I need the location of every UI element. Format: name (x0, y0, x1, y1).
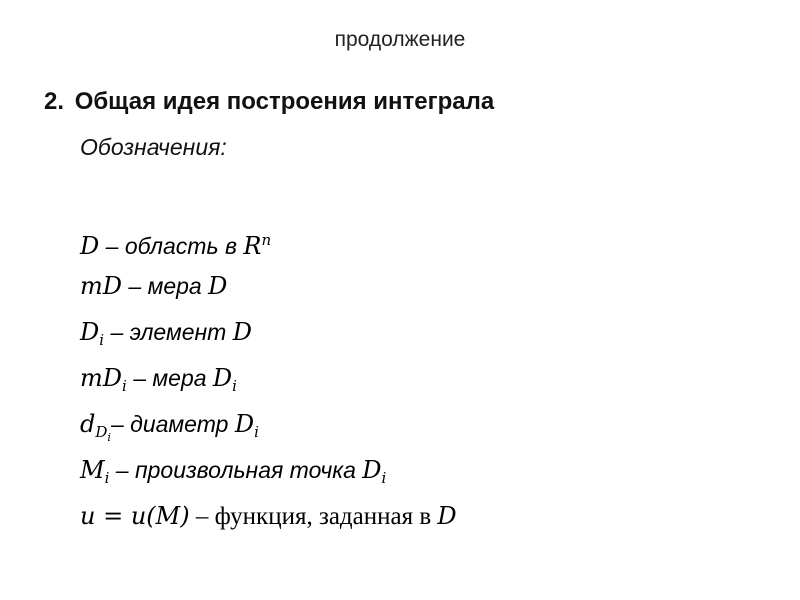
definition-text: – область в (99, 233, 244, 259)
symbol-u-of-M: u = u(M) (80, 502, 190, 530)
symbol-R: $R^n$ (243, 231, 272, 260)
definition-element (80, 312, 457, 358)
definitions-list (80, 220, 457, 542)
symbol-Di: $D_i$ (362, 456, 387, 487)
section-number: 2. (44, 88, 65, 115)
symbol-Mi: $M_i$ (80, 456, 110, 487)
symbol-mD: mD (80, 272, 122, 300)
definition-measure (80, 266, 457, 312)
symbol-mDi: $mD_i$ (80, 364, 127, 395)
definition-point (80, 450, 457, 496)
definition-element-measure (80, 358, 457, 404)
definition-domain (80, 220, 457, 266)
slide-subtitle: продолжение (334, 28, 466, 51)
symbol-D: D (232, 318, 252, 346)
notation-title: Обозначения: (80, 134, 227, 160)
section-heading (44, 88, 494, 116)
symbol-D: D (437, 502, 457, 530)
definition-text: – элемент (104, 319, 233, 345)
symbol-D: D (80, 232, 100, 260)
definition-text: – функция, заданная в (189, 503, 438, 530)
symbol-Di: $D_i$ (80, 318, 105, 349)
section-title: Общая идея построения интеграла (74, 88, 495, 115)
symbol-d-Di: $d_{D_i}$ (80, 410, 111, 444)
symbol-D: D (208, 272, 228, 300)
definition-text: – мера (126, 365, 213, 391)
definition-function (80, 496, 457, 542)
superscript-n: n (261, 231, 272, 249)
symbol-Di: $D_i$ (234, 410, 259, 441)
definition-diameter (80, 404, 457, 450)
definition-text: – произвольная точка (109, 457, 363, 483)
symbol-Di: $D_i$ (212, 364, 237, 395)
definition-text: – диаметр (110, 411, 235, 437)
definition-text: – мера (122, 273, 209, 299)
